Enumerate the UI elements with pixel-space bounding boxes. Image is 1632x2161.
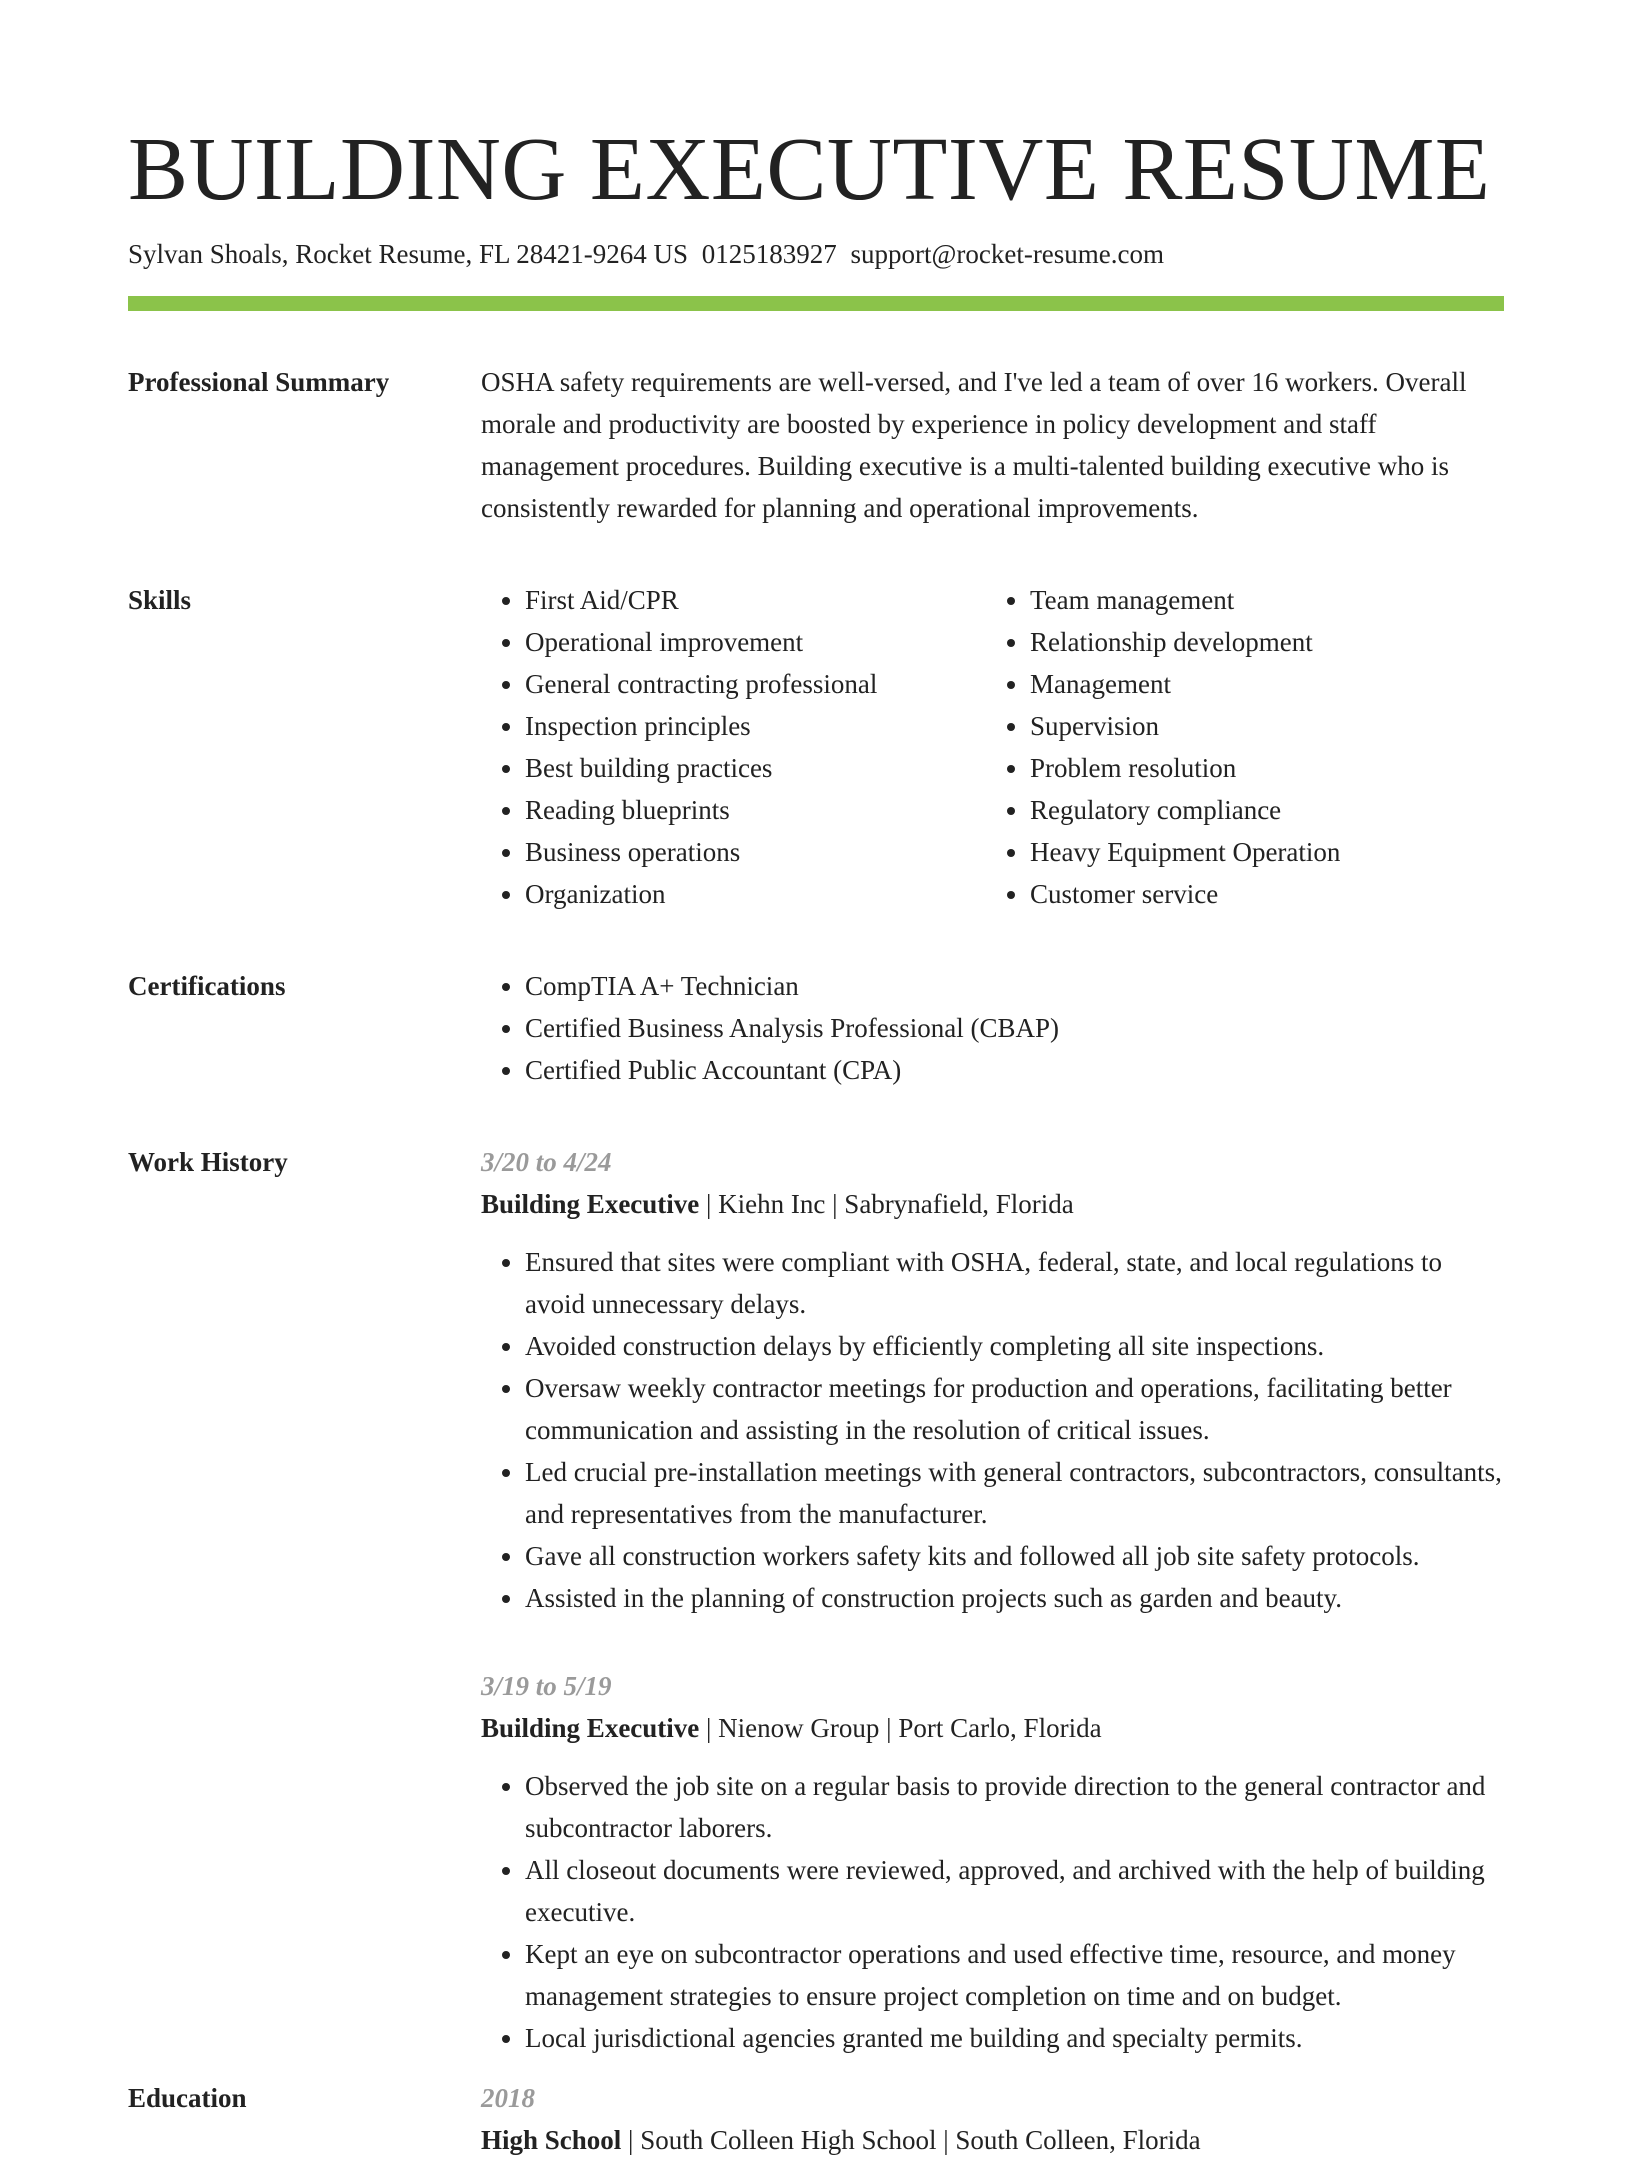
job-title: Building Executive	[481, 1713, 700, 1743]
skill-item: • Organization	[525, 873, 986, 915]
job-role-line	[481, 1707, 1504, 1749]
contact-line	[128, 236, 1504, 272]
job-dates: 3/20 to 4/24	[481, 1147, 612, 1177]
summary-content	[481, 361, 1504, 529]
section-label-certifications: Certifications	[128, 971, 286, 1001]
job-bullet: • Led crucial pre-installation meetings with general contractors, subcontractors, consultants, and representatives from the manufacturer.	[525, 1451, 1504, 1535]
skill-item: • Team management	[1030, 579, 1504, 621]
section-label-summary: Professional Summary	[128, 367, 390, 397]
education-line	[481, 2119, 1504, 2161]
skill-item: • Reading blueprints	[525, 789, 986, 831]
job-bullets	[481, 1765, 1504, 2059]
job-dates: 3/19 to 5/19	[481, 1671, 612, 1701]
certifications-list	[481, 965, 1504, 1091]
job-bullet: • Gave all construction workers safety kits and followed all job site safety protocols.	[525, 1535, 1504, 1577]
contact-address: Sylvan Shoals, Rocket Resume, FL 28421-9264 US	[128, 239, 688, 269]
certification-item: • CompTIA A+ Technician	[525, 965, 1504, 1007]
header-divider	[128, 296, 1504, 311]
skill-item: • Management	[1030, 663, 1504, 705]
section-label-skills: Skills	[128, 585, 192, 615]
education-degree: High School	[481, 2125, 622, 2155]
skill-item: • Regulatory compliance	[1030, 789, 1504, 831]
skill-item: • Inspection principles	[525, 705, 986, 747]
skill-item: • Operational improvement	[525, 621, 986, 663]
job-bullets	[481, 1241, 1504, 1619]
education-details: | South Colleen High School | South Colleen, Florida	[621, 2125, 1201, 2155]
section-label-work-history: Work History	[128, 1147, 288, 1177]
section-education	[128, 2077, 1504, 2161]
resume-title: BUILDING EXECUTIVE RESUME	[128, 120, 1491, 219]
job-entry	[481, 1141, 1504, 1619]
skill-item: • First Aid/CPR	[525, 579, 986, 621]
skill-item: • Problem resolution	[1030, 747, 1504, 789]
skill-item: • Heavy Equipment Operation	[1030, 831, 1504, 873]
job-entry	[481, 1665, 1504, 2059]
work-history-content	[481, 1141, 1504, 2059]
job-title: Building Executive	[481, 1189, 700, 1219]
summary-text: OSHA safety requirements are well-versed, and I've led a team of over 16 workers. Overall morale and productivity are boosted by experience in policy development and staff management procedures. Building executive is a multi-talented building executive who is consistently rewarded for planning and operational improvements.	[481, 367, 1467, 523]
job-bullet: • All closeout documents were reviewed, approved, and archived with the help of building executive.	[525, 1849, 1504, 1933]
job-bullet: • Avoided construction delays by efficiently completing all site inspections.	[525, 1325, 1504, 1367]
skill-item: • General contracting professional	[525, 663, 986, 705]
education-content	[481, 2077, 1504, 2161]
certification-item: • Certified Public Accountant (CPA)	[525, 1049, 1504, 1091]
contact-phone: 0125183927	[701, 239, 837, 269]
section-skills	[128, 579, 1504, 915]
job-details: | Kiehn Inc | Sabrynafield, Florida	[699, 1189, 1074, 1219]
job-bullet: • Assisted in the planning of construction projects such as garden and beauty.	[525, 1577, 1504, 1619]
skill-item: • Supervision	[1030, 705, 1504, 747]
education-year: 2018	[481, 2083, 535, 2113]
skill-item: • Business operations	[525, 831, 986, 873]
certifications-content	[481, 965, 1504, 1091]
contact-email: support@rocket-resume.com	[850, 239, 1165, 269]
job-bullet: • Local jurisdictional agencies granted me building and specialty permits.	[525, 2017, 1504, 2059]
job-bullet: • Oversaw weekly contractor meetings for production and operations, facilitating better communication and assisting in the resolution of critical issues.	[525, 1367, 1504, 1451]
job-bullet: • Kept an eye on subcontractor operations and used effective time, resource, and money management strategies to ensure project completion on time and on budget.	[525, 1933, 1504, 2017]
skill-item: • Best building practices	[525, 747, 986, 789]
job-details: | Nienow Group | Port Carlo, Florida	[699, 1713, 1102, 1743]
skills-list-left	[481, 579, 986, 915]
section-summary	[128, 361, 1504, 529]
section-work-history	[128, 1141, 1504, 2059]
section-certifications	[128, 965, 1504, 1091]
certification-item: • Certified Business Analysis Professional (CBAP)	[525, 1007, 1504, 1049]
job-bullet: • Ensured that sites were compliant with OSHA, federal, state, and local regulations to avoid unnecessary delays.	[525, 1241, 1504, 1325]
skill-item: • Customer service	[1030, 873, 1504, 915]
skill-item: • Relationship development	[1030, 621, 1504, 663]
section-label-education: Education	[128, 2083, 247, 2113]
job-role-line	[481, 1183, 1504, 1225]
job-bullet: • Observed the job site on a regular basis to provide direction to the general contractor and subcontractor laborers.	[525, 1765, 1504, 1849]
skills-list-right	[986, 579, 1504, 915]
skills-content	[481, 579, 1504, 915]
